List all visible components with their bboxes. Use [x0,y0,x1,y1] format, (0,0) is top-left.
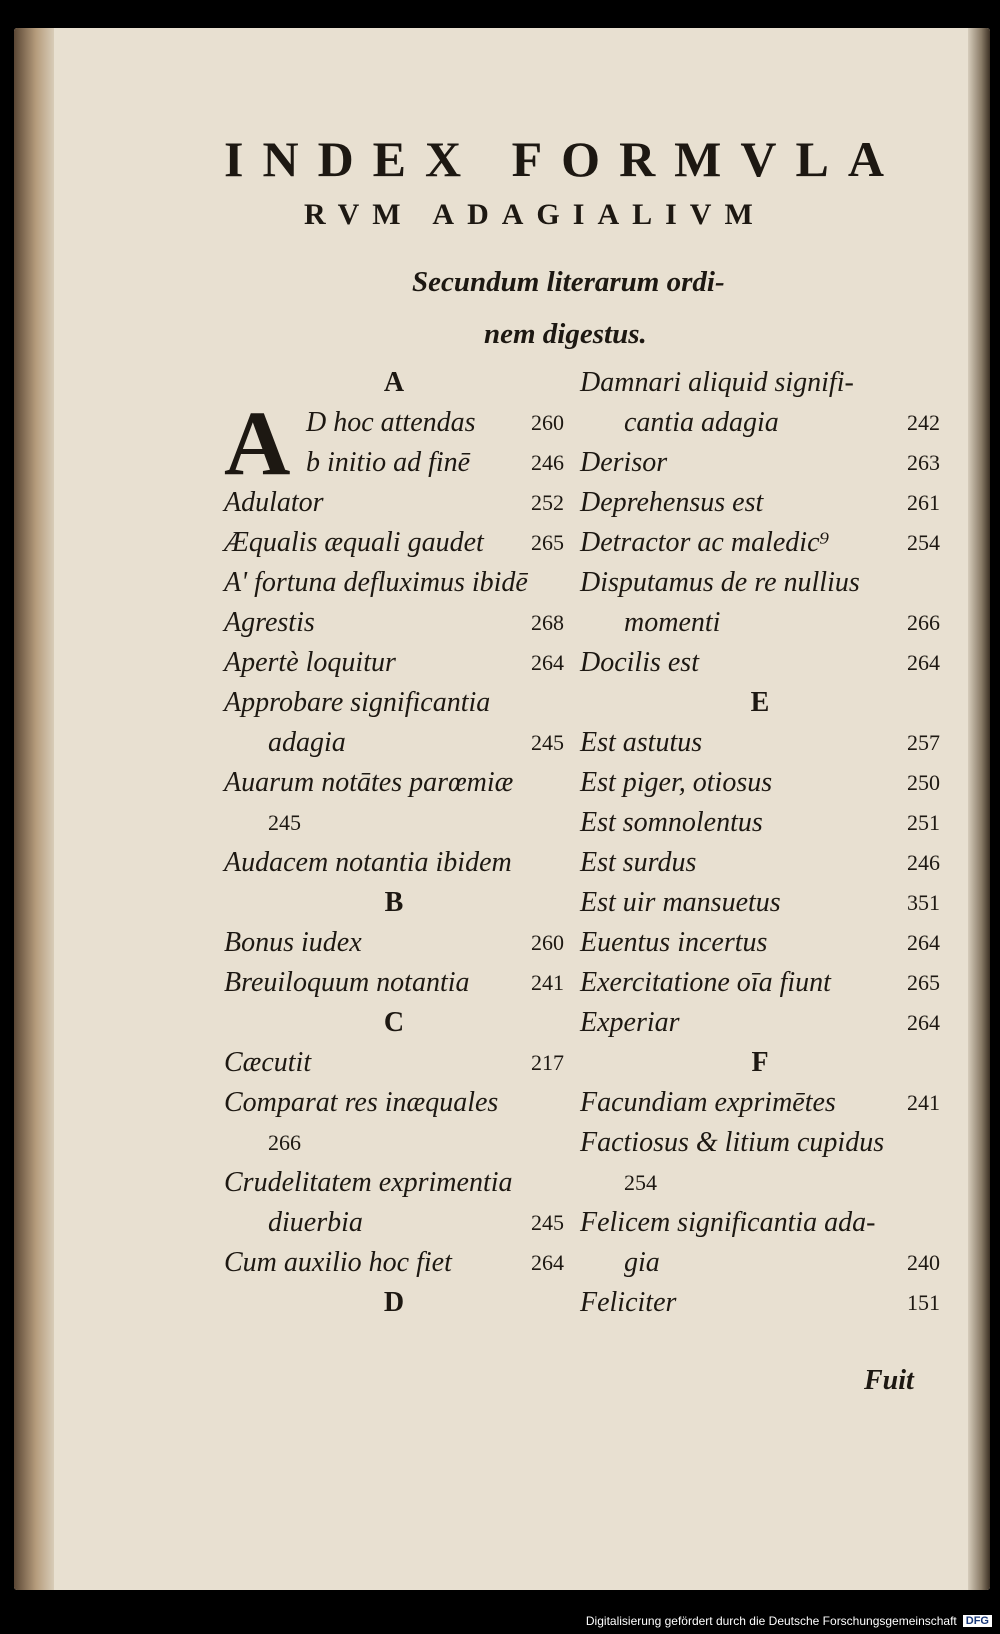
entry-term: b initio ad finē [306,447,471,478]
entry-term: Damnari aliquid signifi- [580,367,854,398]
index-entry [580,403,940,443]
entry-term: Apertè loquitur [224,647,396,678]
entry-page: 260 [531,410,564,435]
page-title-line2: RVM ADAGIALIVM [304,198,766,231]
letter-heading-c: C [383,1007,405,1038]
entry-page: 265 [531,530,564,555]
index-entry [224,563,564,603]
index-entry [580,803,940,843]
entry-page: 241 [907,1090,940,1115]
index-entry [580,723,940,763]
entry-term: Deprehensus est [580,487,764,518]
index-entry [580,523,940,563]
index-entry [580,1163,940,1203]
index-entry [224,1043,564,1083]
entry-term: Crudelitatem exprimentia [224,1167,513,1198]
entry-term: Breuiloquum notantia [224,967,470,998]
index-entry [224,723,564,763]
entry-term: cantia adagia [624,407,779,438]
letter-heading-b: B [384,887,404,918]
entry-term: Est uir mansuetus [580,887,781,918]
entry-term: Est surdus [580,847,697,878]
index-entry [224,1163,564,1203]
entry-page: 268 [531,610,564,635]
subtitle-line2: nem digestus. [484,318,647,350]
index-entry [224,1203,564,1243]
index-entry [580,643,940,683]
index-entry [580,1083,940,1123]
entry-term: momenti [624,607,721,638]
index-entry [580,843,940,883]
index-entry [580,1123,940,1163]
entry-page: 245 [531,730,564,755]
entry-page: 351 [907,890,940,915]
entry-page: 242 [907,410,940,435]
page-edge [968,28,990,1590]
index-entry [306,443,564,483]
index-entry [580,1283,940,1323]
entry-page: 263 [907,450,940,475]
entry-term: Docilis est [580,647,699,678]
index-entry [580,363,940,403]
entry-term: Approbare significantia [224,687,491,718]
drop-capital: A [224,392,291,494]
credit-text: Digitalisierung gefördert durch die Deutsche Forschungsgemeinschaft [585,1614,957,1628]
digitization-credit [586,1614,992,1628]
entry-page: 217 [531,1050,564,1075]
index-entry [224,923,564,963]
entry-page: 254 [624,1170,657,1195]
entry-page: 264 [531,650,564,675]
index-entry [580,483,940,523]
index-entry [224,683,564,723]
index-entry [224,523,564,563]
index-entry [224,1243,564,1283]
letter-heading-f: F [751,1047,769,1078]
entry-term: Facundiam exprimētes [580,1087,836,1118]
index-column-right [580,363,940,1323]
dropcap-block [224,392,564,494]
entry-page: 266 [907,610,940,635]
index-entry [580,443,940,483]
entry-term: gia [624,1247,660,1278]
entry-page: 241 [531,970,564,995]
index-entry [224,963,564,1003]
entry-term: Cæcutit [224,1047,312,1078]
letter-heading-d: D [383,1287,405,1318]
entry-term: Cum auxilio hoc fiet [224,1247,452,1278]
letter-heading-e: E [750,687,770,718]
entry-page: 264 [907,1010,940,1035]
entry-term: Comparat res inæquales [224,1087,499,1118]
entry-page: 251 [907,810,940,835]
dfg-logo: DFG [963,1615,992,1627]
index-entry [224,803,564,843]
index-entry [580,923,940,963]
subtitle-line1: Secundum literarum ordi- [412,266,725,298]
entry-page: 261 [907,490,940,515]
entry-page: 245 [268,810,301,835]
entry-term: Est piger, otiosus [580,767,773,798]
entry-page: 245 [531,1210,564,1235]
index-entry [224,603,564,643]
index-entry [306,403,564,443]
page-title-line1: INDEX FORMVLA [224,131,903,187]
entry-page: 264 [907,930,940,955]
index-entry [580,1243,940,1283]
entry-term: diuerbia [268,1207,363,1238]
entry-page: 254 [907,530,940,555]
entry-term: Æqualis æquali gaudet [224,527,484,558]
index-entry [224,843,564,883]
index-entry [224,1083,564,1123]
entry-page: 240 [907,1250,940,1275]
index-entry [580,603,940,643]
entry-page: 265 [907,970,940,995]
entry-term: Adulator [224,487,324,518]
index-entry [580,883,940,923]
entry-term: Auarum notātes parœmiæ [224,767,514,798]
index-entry [580,763,940,803]
entry-page: 257 [907,730,940,755]
entry-page: 252 [531,490,564,515]
page-subtitle [412,256,792,360]
entry-term: Feliciter [580,1287,677,1318]
entry-term: Detractor ac maledic⁹ [580,527,830,558]
index-entry [224,763,564,803]
entry-page: 264 [907,650,940,675]
entry-term: A' fortuna defluximus ibidē [224,567,528,598]
index-entry [580,1203,940,1243]
entry-term: Disputamus de re nullius [580,567,860,598]
index-entry [580,563,940,603]
entry-term: Audacem notantia ibidem [224,847,512,878]
catchword: Fuit [864,1365,914,1396]
index-entry [580,1003,940,1043]
entry-term: Felicem significantia ada- [580,1207,876,1238]
index-entry [580,963,940,1003]
entry-page: 260 [531,930,564,955]
entry-page: 246 [531,450,564,475]
entry-term: Est astutus [580,727,703,758]
entry-term: Exercitatione oīa fiunt [580,967,831,998]
entry-term: Bonus iudex [224,927,362,958]
entry-page: 151 [907,1290,940,1315]
entry-term: Derisor [580,447,668,478]
index-entry [224,643,564,683]
entry-page: 250 [907,770,940,795]
index-column-left [224,363,564,1323]
entry-term: Est somnolentus [580,807,763,838]
entry-page: 264 [531,1250,564,1275]
index-entry [224,1123,564,1163]
entry-term: D hoc attendas [306,407,476,438]
entry-term: Factiosus & litium cupidus [580,1127,885,1158]
entry-term: Agrestis [224,607,315,638]
entry-page: 266 [268,1130,301,1155]
book-page [14,28,990,1590]
letter-heading-a: A [383,367,405,398]
entry-term: Experiar [580,1007,680,1038]
entry-term: adagia [268,727,346,758]
entry-page: 246 [907,850,940,875]
entry-term: Euentus incertus [580,927,768,958]
book-spine [14,28,54,1590]
